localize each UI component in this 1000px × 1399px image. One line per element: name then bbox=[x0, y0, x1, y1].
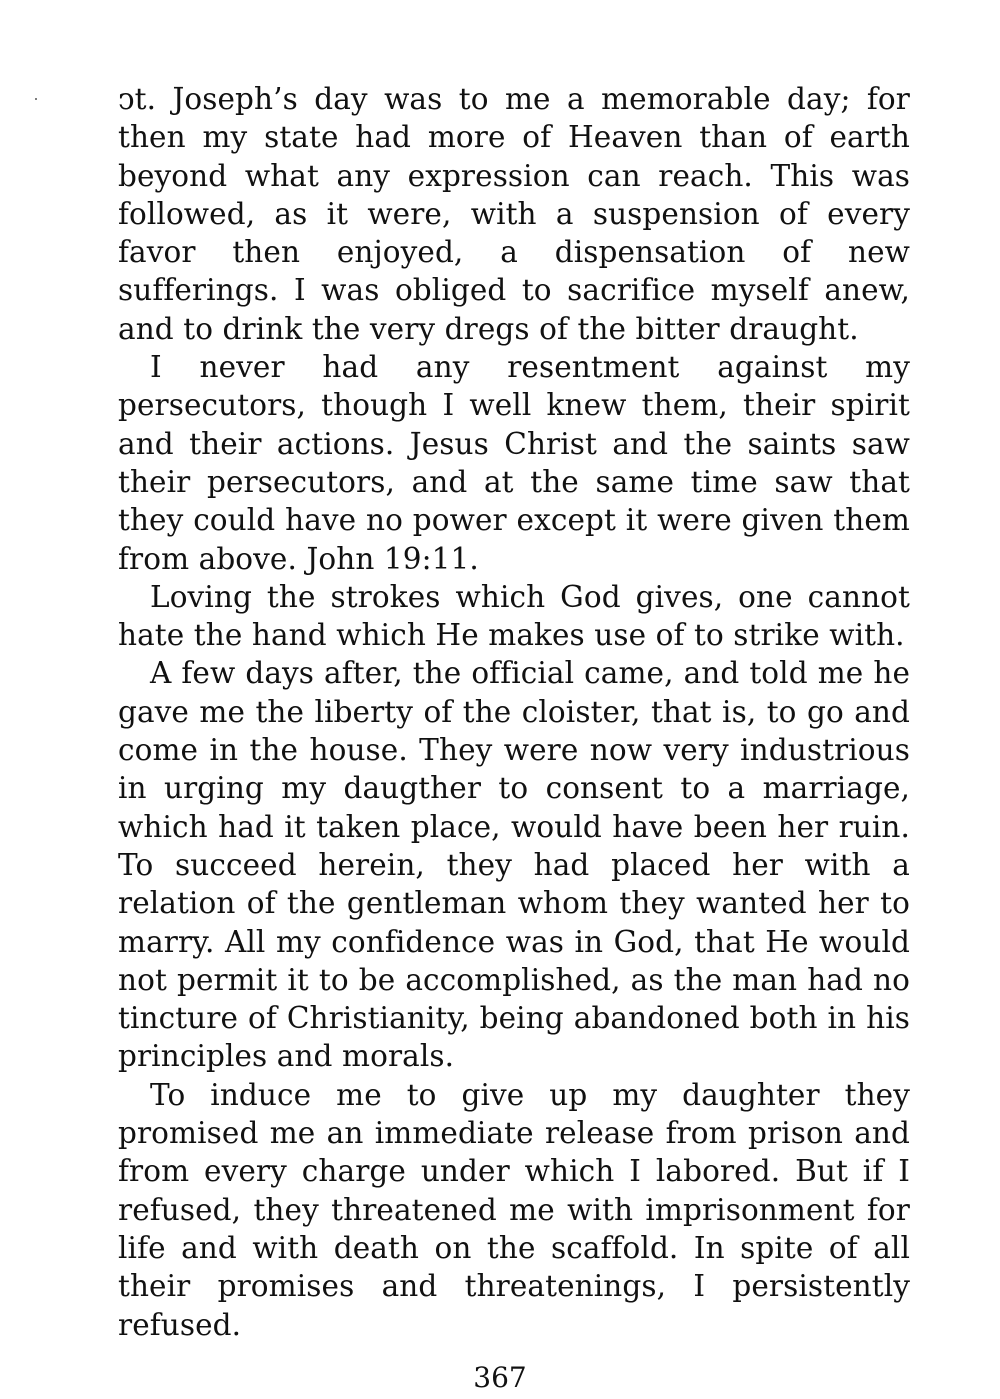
scan-speck bbox=[35, 98, 37, 100]
page-number: 367 bbox=[473, 1361, 527, 1394]
paragraph-4: A few days after, the official came, and told me he gave me the liberty of the cloister, that is, to go and come in the house. They were now very industrious in urging my daugther to consent to a marriage, which had it taken place, would have been her ruin. To succeed herein, they had placed her with a relation of the gentleman whom they wanted her to marry. All my confidence was in God, that He would not permit it to be accomplished, as the man had no tincture of Christianity, being abandoned both in his principles and morals. bbox=[118, 656, 910, 1074]
body-text bbox=[118, 80, 910, 1344]
paragraph-2: I never had any resentment against my persecutors, though I well knew them, their spirit and their actions. Jesus Christ and the saints saw their persecutors, and at the same time saw that they could have no power except it were given them from above. John 19:11. bbox=[118, 350, 910, 576]
paragraph-5: To induce me to give up my daughter they promised me an immediate release from prison and from every charge under which I labored. But if I refused, they threatened me with imprisonment for life and with death on the scaffold. In spite of all their promises and threatenings, I persistently refused. bbox=[118, 1077, 910, 1342]
paragraph-3: Loving the strokes which God gives, one cannot hate the hand which He makes use of to strike with. bbox=[118, 579, 910, 653]
paragraph-1: ↄt. Joseph’s day was to me a memorable day; for then my state had more of Heaven than of earth beyond what any expression can reach. This was followed, as it were, with a suspension of every favor then enjoyed, a dispensation of new sufferings. I was obliged to sacrifice myself anew, and to drink the very dregs of the bitter draught. bbox=[118, 82, 910, 346]
